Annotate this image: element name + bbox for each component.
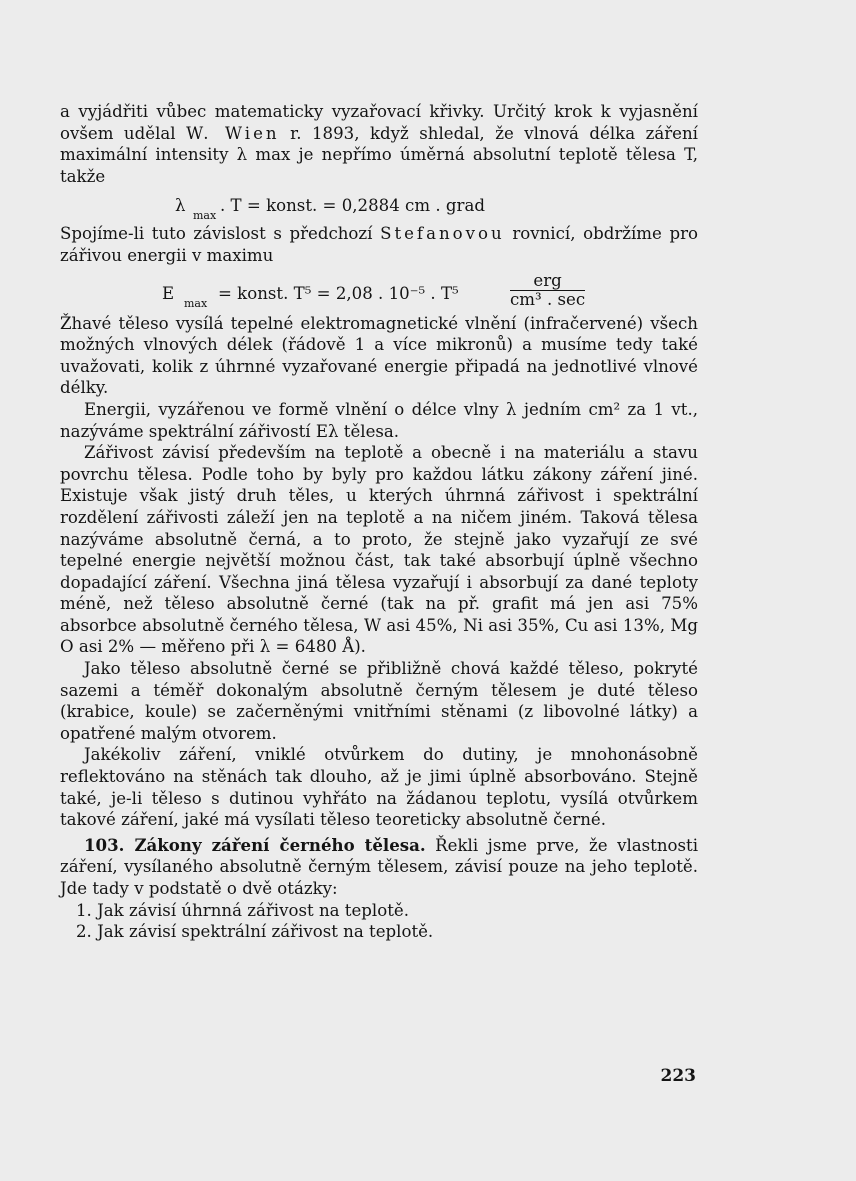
formula-wien-rhs: . T = konst. = 0,2884 cm . grad: [220, 196, 485, 216]
formula-energy: [60, 269, 698, 311]
paragraph-8: [60, 835, 698, 900]
formula-wien-sub: max: [193, 209, 217, 223]
formula-energy-unit: [510, 272, 585, 309]
paragraph-2-text: Spojíme-li tuto závislost s předchozí: [60, 224, 373, 244]
paragraph-5: Zářivost závisí především na teplotě a obecně i na materiálu a stavu povrchu tělesa. Podle toho by byly pro každou látku zákony záření jiné. Existuje však jistý druh těles, u kterých úhrnná zářivost i spektrální rozdělení zářivosti záleží jen na teplotě a na ničem jiném. Taková tělesa nazýváme absolutně černá, a to proto, že stejně jako vyzařují ze své tepelné energie největší možnou část, tak také absorbují úplně všechno dopadající záření. Všechna jiná tělesa vyzařují i absorbují za dané teploty méně, než těleso absolutně černé (tak na př. grafit má jen asi 75% absorbce absolutně černého tělesa, W asi 45%, Ni asi 35%, Cu asi 13%, Mg O asi 2% — měřeno při λ = 6480 Å).: [60, 443, 698, 657]
formula-energy-sub: max: [184, 296, 208, 310]
paragraph-2: [60, 223, 698, 266]
formula-wien: [60, 189, 698, 221]
page-number: 223: [660, 1066, 696, 1086]
section-heading: 103. Zákony záření černého tělesa.: [84, 834, 426, 855]
paragraph-1-text: a vyjádřiti vůbec matematicky vyzařovací křivky. Určitý krok k vyjasnění ovšem udělal: [60, 102, 698, 143]
paragraph-7: Jakékoliv záření, vniklé otvůrkem do dutiny, je mnohonásobně reflektováno na stěnách tak dlouho, až je jimi úplně absorbováno. Stejně také, je-li těleso s dutinou vyhřáto na žádanou teplotu, vysílá otvůrkem takové záření, jaké má vysílati těleso teoreticky absolutně černé.: [60, 745, 698, 830]
paragraph-2-rest: rovnicí, obdržíme pro zářivou energii v maximu: [60, 224, 698, 265]
question-list: [60, 900, 698, 943]
list-item: 1. Jak závisí úhrnná zářivost na teplotě.: [76, 900, 409, 920]
paragraph-4: Energii, vyzářenou ve formě vlnění o délce vlny λ jedním cm² za 1 vt., nazýváme spektrální zářivostí Eλ tělesa.: [60, 399, 698, 441]
name-wien: W. Wien: [186, 123, 280, 143]
formula-energy-rhs: = konst. T⁵ = 2,08 . 10⁻⁵ . T⁵: [218, 283, 459, 303]
unit-numerator: erg: [510, 272, 585, 291]
paragraph-1: [60, 101, 698, 187]
paragraph-8-text: Řekli jsme prve, že vlastnosti záření, vysílaného absolutně černým tělesem, závisí pouze na jeho teplotě. Jde tady v podstatě o dvě otázky:: [60, 835, 698, 898]
paragraph-3: Žhavé těleso vysílá tepelné elektromagnetické vlnění (infračervené) všech možných vlnových délek (řádově 1 a více mikronů) a musíme tedy také uvažovati, kolik z úhrnné vyzařované energie připadá na jednotlivé vlnové délky.: [60, 313, 698, 398]
list-item: 2. Jak závisí spektrální zářivost na teplotě.: [76, 922, 434, 942]
paragraph-1-rest: r. 1893, když shledal, že vlnová délka záření maximální intensity λ max je nepřímo úměrná absolutní teplotě tělesa T, takže: [60, 123, 698, 186]
name-stefan: Stefanovou: [380, 224, 505, 244]
unit-denominator: cm³ . sec: [510, 289, 586, 309]
paragraph-6: Jako těleso absolutně černé se přibližně chová každé těleso, pokryté sazemi a téměř dokonalým absolutně černým tělesem je duté těleso (krabice, koule) se začerněnými vnitřními stěnami (z libovolné látky) a opatřené malým otvorem.: [60, 659, 698, 743]
body-text: [60, 101, 698, 943]
formula-energy-lhs: E: [162, 283, 175, 303]
formula-wien-lhs: λ: [175, 196, 186, 216]
